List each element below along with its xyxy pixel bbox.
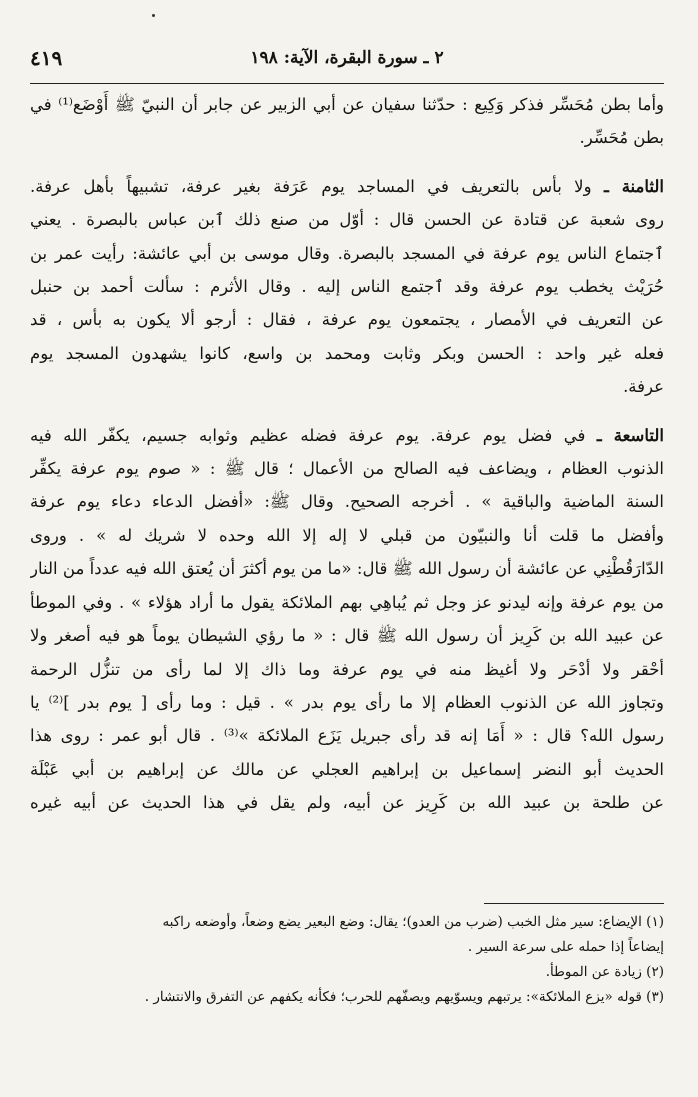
text-line: ٱجتماع الناس يوم عرفة في المسجد بالبصرة. وقال موسى بن أبي عائشة: رأيت عمر بن [30, 243, 664, 263]
text-run: ولا بأس بالتعريف في المساجد يوم عَرَفة بغير عرفة، تشبيهاً بأهل عرفة. [30, 176, 604, 196]
section-heading: التاسعة ـ [596, 425, 664, 445]
text-line: الدّارَقُطْنِي عن عائشة أن رسول الله ﷺ قال: «ما من يوم أكثرَ أن يُعتق الله فيه عدداً من النار [30, 559, 664, 579]
header-title: ٢ ـ سورة البقرة، الآية: ١٩٨ [250, 48, 444, 68]
footnote-1-continued: إيضاعاً إذا حمله على سرعة السير . [467, 939, 664, 955]
paragraph-intro [30, 88, 664, 155]
paragraph-eighth [30, 170, 664, 404]
text-line: الحديث أبو النضر إسماعيل بن إبراهيم العجلي عن مالك عن إبراهيم بن أبي عَبْلَة [30, 759, 664, 779]
text-line: وأفضل ما قلت أنا والنبيّون من قبلي لا إله إلا الله وحده لا شريك له » . وروى [30, 525, 664, 545]
text-line: وأما بطن مُحَسِّر فذكر وَكِيع : حدّثنا سفيان عن أبي الزبير عن جابر أن النبيّ ﷺ أَوْضَع⁽¹⁾ في [30, 95, 664, 114]
footnote-3: (٣) قوله «يزع الملائكة»: يرتبهم ويسوّيهم ويصفّهم للحرب؛ فكأنه يكفهم عن التفرق والانتشار . [144, 989, 664, 1005]
text-line: السنة الماضية والباقية » . أخرجه الصحيح. وقال ﷺ: «أفضل الدعاء دعاء يوم عرفة [30, 492, 664, 512]
text-run: في فضل يوم عرفة. يوم عرفة فضله عظيم وثوابه جسيم، يكفّر الله فيه [30, 425, 597, 445]
text-line: روى شعبة عن قتادة عن الحسن قال : أوّل من صنع ذلك ٱبن عباس بالبصرة . يعني [30, 210, 664, 230]
text-line [30, 170, 664, 203]
text-line: فعله غير واحد : الحسن وبكر وثابت ومحمد بن واسع، كانوا يشهدون المسجد يوم [30, 343, 664, 363]
text-line: عرفة. [623, 377, 664, 397]
main-text [30, 88, 664, 820]
text-line: أحْقر ولا أدْحَر ولا أغيظ منه في يوم عرفة وما ذاك إلا لما رأى من تنزُّل الرحمة [30, 659, 664, 679]
text-line: عن عبيد الله بن كَرِيز أن رسول الله ﷺ قال : « ما رؤي الشيطان يوماً هو فيه أصغر ولا [30, 626, 664, 646]
text-line: من يوم عرفة وإنه ليدنو عز وجل ثم يُباهِي بهم الملائكة يقول ما أراد هؤلاء » . وفي الموطأ [30, 592, 664, 612]
header-rule [30, 83, 664, 84]
text-line [30, 419, 664, 452]
text-line: بطن مُحَسِّر. [579, 128, 664, 148]
text-line: الذنوب العظام ، ويضاعف فيه الصالح من الأعمال ؛ قال ﷺ : « صوم يوم عرفة يكفِّر [30, 459, 664, 479]
page-speck [152, 14, 155, 17]
page-number: ٤١٩ [30, 46, 63, 70]
text-line: رسول الله؟ قال : « أَمَا إنه قد رأى جبريل يَزَع الملائكة »⁽³⁾ . قال أبو عمر : روى هذا [30, 726, 664, 746]
text-line: وتجاوز الله عن الذنوب العظام إلا ما رأى يوم بدر » . قيل : وما رأى [ يوم بدر ]⁽²⁾ يا [30, 692, 664, 712]
text-line: عن طلحة بن عبيد الله بن كَرِيز عن أبيه، ولم يقل في هذا الحديث عن أبيه غيره [30, 793, 664, 813]
footnote-2: (٢) زيادة عن الموطأ. [545, 964, 664, 980]
text-line: حُرَيْث يخطب يوم عرفة وقد ٱجتمع الناس إليه . وقال الأثرم : سألت أحمد بن حنبل [30, 277, 664, 297]
text-line: عن التعريف في الأمصار ، يجتمعون يوم عرفة ، فقال : أرجو ألا يكون به بأس ، قد [30, 310, 664, 330]
paragraph-ninth [30, 419, 664, 820]
footnote-rule [484, 903, 664, 904]
footnotes [30, 910, 664, 1010]
running-header [30, 44, 664, 84]
section-heading: الثامنة ـ [603, 176, 664, 196]
footnote-1: (١) الإيضاع: سير مثل الخبب (ضرب من العدو)؛ يقال: وضع البعير يضع وضعاً، وأوضعه راكبه [162, 914, 664, 930]
